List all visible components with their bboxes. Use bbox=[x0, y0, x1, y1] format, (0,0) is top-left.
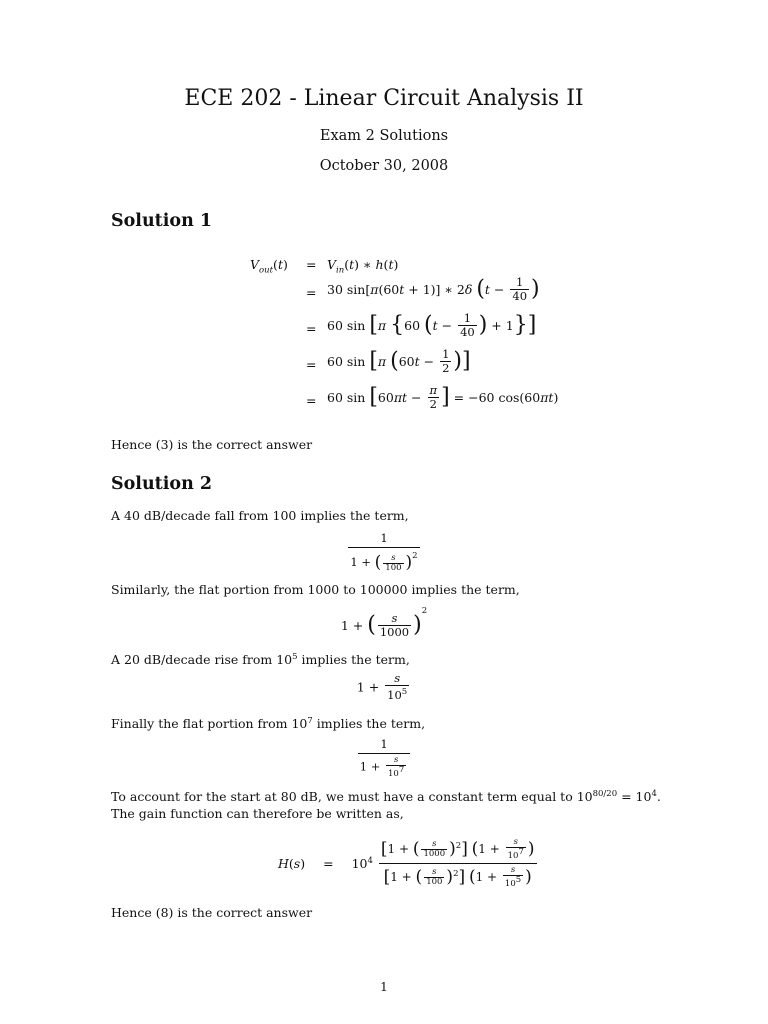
solution-2-conclusion: Hence (8) is the correct answer bbox=[111, 905, 313, 920]
solution-1-conclusion: Hence (3) is the correct answer bbox=[111, 437, 313, 452]
equation-term-4: 1 1 + $\frac{s}{10^7}$ bbox=[0, 738, 768, 779]
document-date: October 30, 2008 bbox=[319, 158, 449, 174]
document-subtitle: Exam 2 Solutions bbox=[319, 128, 449, 144]
gain-function-equation: $H(s) = 10^4$ [1 + ( $\frac{s}{1000}$ )$^2$] (1 + $\frac{s}{10^7}$ ) [1 + ( $\frac{s}{100}$ )$^2$] (1 + $\frac{s}{10^5}$ ) bbox=[278, 837, 535, 889]
solution-2-paragraph-2: Similarly, the flat portion from 1000 to 100000 implies the term, bbox=[111, 582, 520, 597]
equation-term-2: 1 + ( $\frac{s}{1000}$ )$^2$ bbox=[340, 606, 428, 639]
solution-2-paragraph-4: Finally the flat portion from $10^7$ implies the term, bbox=[111, 716, 426, 732]
solution-2-paragraph-1: A 40 dB/decade fall from 100 implies the term, bbox=[111, 508, 409, 523]
solution-2-paragraph-5: To account for the start at 80 dB, we must have a constant term equal to $10^{80/20} = 10^4$. The gain function can therefore be written as, bbox=[111, 789, 661, 822]
solution-2-heading: Solution 2 bbox=[111, 474, 213, 494]
page-number: 1 bbox=[380, 980, 388, 994]
document-title: ECE 202 - Linear Circuit Analysis II bbox=[184, 86, 584, 111]
equation-term-1: 1 1 + ( $\frac{s}{100}$ )$^2$ bbox=[350, 531, 418, 573]
solution-1-heading: Solution 1 bbox=[111, 211, 213, 231]
equation-term-3: 1 + $\frac{s}{10^5}$ bbox=[356, 671, 408, 702]
solution-2-paragraph-3: A 20 dB/decade rise from $10^5$ implies the term, bbox=[111, 652, 410, 668]
